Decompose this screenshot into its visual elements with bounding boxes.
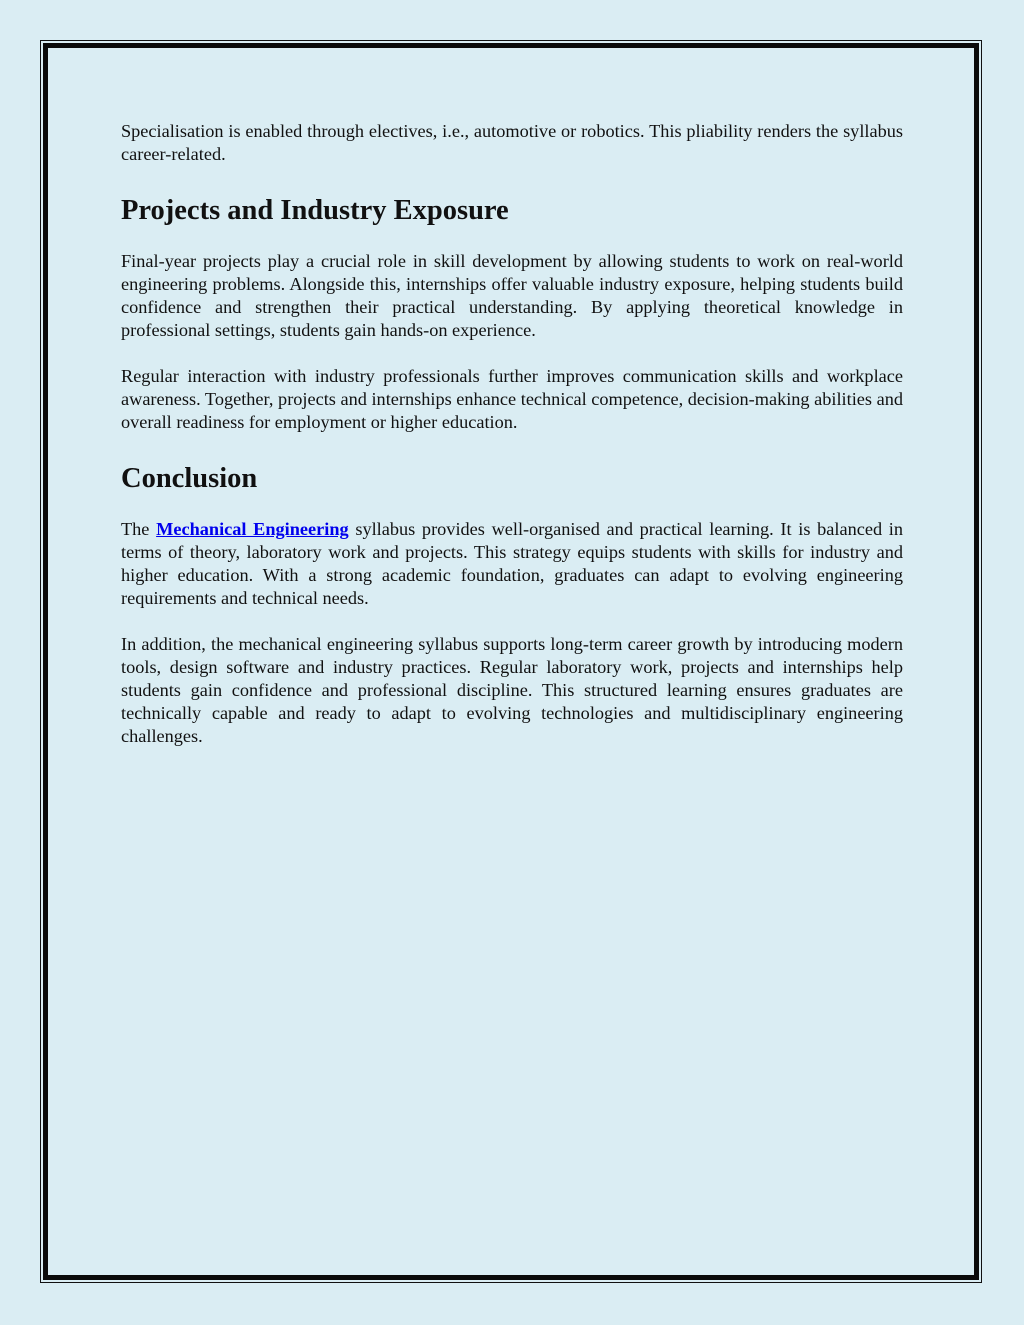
projects-paragraph-2: Regular interaction with industry professionals further improves communication skills and workplace awareness. Together, projects and internships enhance technical competence, decision-making abilities and overall readiness for employment or higher education.	[121, 366, 903, 432]
conclusion-paragraph-2: In addition, the mechanical engineering syllabus supports long-term career growth by introducing modern tools, design software and industry practices. Regular laboratory work, projects and internships help students gain confidence and professional discipline. This structured learning ensures graduates are technically capable and ready to adapt to evolving technologies and multidisciplinary engineering challenges.	[121, 634, 903, 746]
document-body	[121, 120, 903, 771]
heading-conclusion: Conclusion	[121, 463, 258, 494]
text: syllabus provides well-organised and practical learning. It is balanced in terms of theory, laboratory work and projects. This strategy equips students with skills for industry and higher education. With a strong academic foundation, graduates can adapt to evolving engineering requirements and technical needs.	[121, 519, 903, 608]
heading-projects: Projects and Industry Exposure	[121, 195, 509, 226]
conclusion-paragraph-1	[121, 518, 903, 610]
mechanical-engineering-link[interactable]: Mechanical Engineering	[156, 519, 349, 539]
intro-paragraph: Specialisation is enabled through electives, i.e., automotive or robotics. This pliability renders the syllabus career-related.	[121, 121, 903, 164]
projects-paragraph-1: Final-year projects play a crucial role in skill development by allowing students to work on real-world engineering problems. Alongside this, internships offer valuable industry exposure, helping students build confidence and strengthen their practical understanding. By applying theoretical knowledge in professional settings, students gain hands-on experience.	[121, 251, 903, 340]
text: The	[121, 519, 157, 539]
